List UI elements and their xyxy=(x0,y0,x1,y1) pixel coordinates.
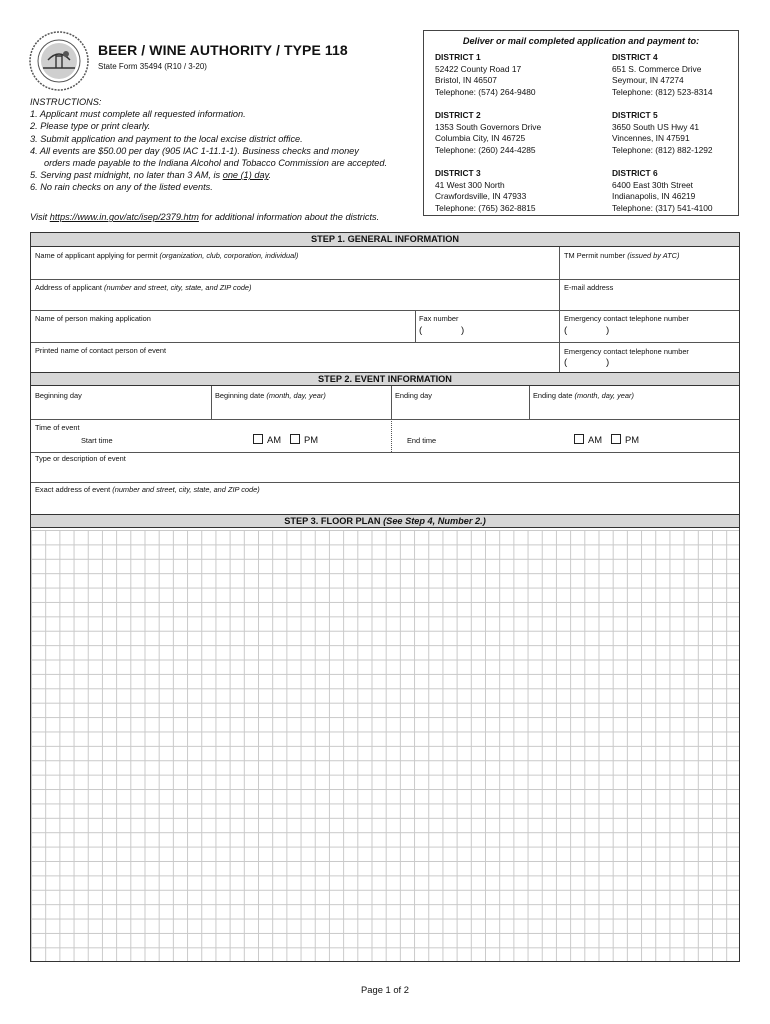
end-pm-checkbox[interactable] xyxy=(611,434,621,444)
instruction-item: orders made payable to the Indiana Alcohol and Tobacco Commission are accepted. xyxy=(44,158,388,169)
instructions xyxy=(30,96,425,194)
step3-header: STEP 3. FLOOR PLAN (See Step 4, Number 2.) xyxy=(31,514,739,528)
instruction-item: 2. Please type or print clearly. xyxy=(30,121,151,132)
instruction-item: 3. Submit application and payment to the local excise district office. xyxy=(30,133,303,144)
visit-line: Visit https://www.in.gov/atc/isep/2379.htm for additional information about the districts. xyxy=(30,212,380,222)
fax-field[interactable]: Fax number xyxy=(419,314,459,323)
ending-date-field[interactable]: Ending date (month, day, year) xyxy=(533,391,634,400)
person-name-field[interactable]: Name of person making application xyxy=(35,314,151,323)
start-pm-label: PM xyxy=(304,434,319,445)
district-5: DISTRICT 5 3650 South US Hwy 41 Vincennes, IN 47591 Telephone: (812) 882-1292 xyxy=(612,110,713,155)
contact-name-field[interactable]: Printed name of contact person of event xyxy=(35,346,167,355)
state-seal-icon xyxy=(28,30,90,92)
divider xyxy=(211,386,212,419)
form-title: BEER / WINE AUTHORITY / TYPE 118 xyxy=(98,42,348,58)
district-2: DISTRICT 2 1353 South Governors Drive Columbia City, IN 46725 Telephone: (260) 244-4285 xyxy=(435,110,542,155)
district-1: DISTRICT 1 52422 County Road 17 Bristol, IN 46507 Telephone: (574) 264-9480 xyxy=(435,52,536,97)
start-am-label: AM xyxy=(267,434,282,445)
phone2-paren-close: ) xyxy=(606,357,610,368)
divider xyxy=(31,419,739,420)
district-3: DISTRICT 3 41 West 300 North Crawfordsville, IN 47933 Telephone: (765) 362-8815 xyxy=(435,168,536,213)
event-type-field[interactable]: Type or description of event xyxy=(35,454,126,463)
application-form xyxy=(30,232,740,962)
ending-day-field[interactable]: Ending day xyxy=(395,391,432,400)
divider xyxy=(31,342,739,343)
start-pm-checkbox[interactable] xyxy=(290,434,300,444)
step1-header: STEP 1. GENERAL INFORMATION xyxy=(31,233,739,247)
divider xyxy=(391,386,392,419)
end-pm-label: PM xyxy=(625,434,640,445)
deliver-box xyxy=(423,30,739,216)
end-am-checkbox[interactable] xyxy=(574,434,584,444)
applicant-address-field[interactable]: Address of applicant (number and street, city, state, and ZIP code) xyxy=(35,283,252,292)
divider xyxy=(529,386,530,419)
phone1-paren-close: ) xyxy=(606,325,610,336)
start-am-checkbox[interactable] xyxy=(253,434,263,444)
fax-paren-close: ) xyxy=(461,325,465,336)
instruction-item: 5. Serving past midnight, no later than 3 AM, is one (1) day. xyxy=(30,170,272,181)
district-4: DISTRICT 4 651 S. Commerce Drive Seymour, IN 47274 Telephone: (812) 523-8314 xyxy=(612,52,713,97)
start-time-field[interactable]: Start time xyxy=(81,436,113,445)
divider xyxy=(31,452,739,453)
instruction-item: 4. All events are $50.00 per day (905 IAC 1-11.1-1). Business checks and money xyxy=(30,145,359,156)
divider xyxy=(31,279,739,280)
end-time-field[interactable]: End time xyxy=(407,436,437,445)
divider xyxy=(31,310,739,311)
instruction-item: 1. Applicant must complete all requested information. xyxy=(30,109,246,120)
divider xyxy=(415,310,416,342)
divider xyxy=(31,482,739,483)
applicant-name-field[interactable]: Name of applicant applying for permit (organization, club, corporation, individual) xyxy=(35,251,299,260)
email-field[interactable]: E-mail address xyxy=(564,283,614,292)
dotted-divider xyxy=(391,421,392,452)
beginning-date-field[interactable]: Beginning date (month, day, year) xyxy=(215,391,326,400)
emergency-phone-1-field[interactable]: Emergency contact telephone number xyxy=(564,314,689,323)
tm-permit-field[interactable]: TM Permit number (issued by ATC) xyxy=(564,251,680,260)
fax-paren-open: ( xyxy=(419,325,423,336)
end-am-label: AM xyxy=(588,434,603,445)
beginning-day-field[interactable]: Beginning day xyxy=(35,391,82,400)
district-6: DISTRICT 6 6400 East 30th Street Indianapolis, IN 46219 Telephone: (317) 541-4100 xyxy=(612,168,713,213)
one-day-underline: one (1) day xyxy=(222,170,269,181)
step2-header: STEP 2. EVENT INFORMATION xyxy=(31,372,739,386)
phone2-paren-open: ( xyxy=(564,357,568,368)
districts-link[interactable]: https://www.in.gov/atc/isep/2379.htm xyxy=(49,212,199,222)
floor-plan-grid[interactable] xyxy=(31,530,739,961)
emergency-phone-2-field[interactable]: Emergency contact telephone number xyxy=(564,347,689,356)
instructions-heading: INSTRUCTIONS: xyxy=(30,97,102,107)
state-form-number: State Form 35494 (R10 / 3-20) xyxy=(98,62,207,71)
time-of-event-label: Time of event xyxy=(35,423,80,432)
event-address-field[interactable]: Exact address of event (number and street, city, state, and ZIP code) xyxy=(35,485,260,494)
instruction-item: 6. No rain checks on any of the listed events. xyxy=(30,182,213,193)
page-number: Page 1 of 2 xyxy=(361,984,409,995)
deliver-heading: Deliver or mail completed application and payment to: xyxy=(462,36,700,46)
phone1-paren-open: ( xyxy=(564,325,568,336)
